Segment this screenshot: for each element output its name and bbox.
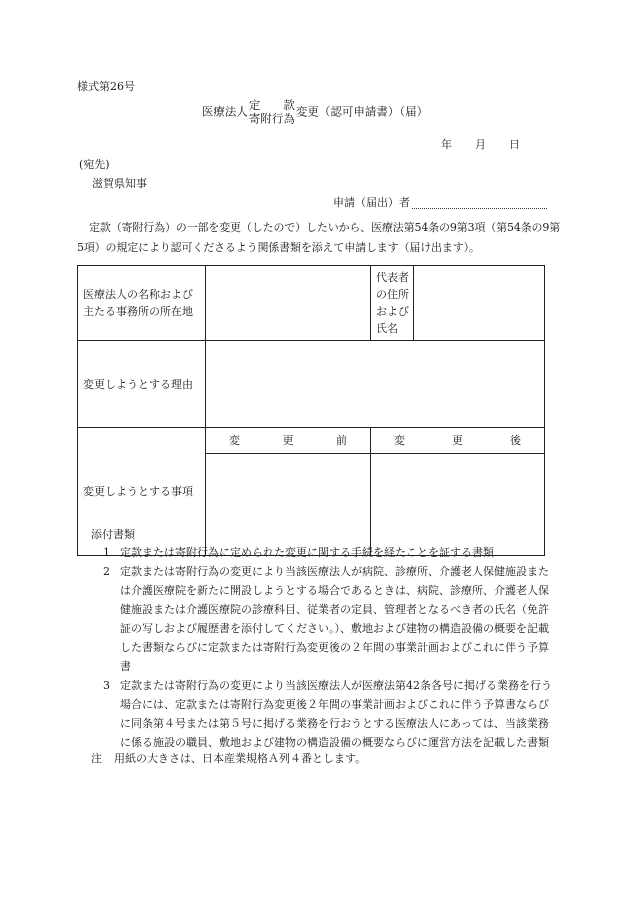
title-stack-top-right: 款	[283, 98, 295, 112]
title-suffix: 変更（認可申請書）（届）	[295, 104, 429, 119]
reason-field[interactable]	[206, 341, 545, 428]
attachments-title: 添付書類	[91, 528, 135, 541]
title-stack-top-left: 定	[248, 98, 261, 112]
list-item: 1 定款または寄附行為に定められた変更に関する手続を経たことを証する書類	[103, 546, 494, 559]
after-header: 変 更 後	[371, 428, 545, 454]
reason-label: 変更しようとする理由	[78, 341, 206, 428]
note-text: 用紙の大きさは、日本産業規格Ａ列４番とします。	[114, 752, 367, 765]
matter-label: 変更しようとする事項	[78, 428, 206, 556]
rep-label: 代表者の住所および氏名	[371, 266, 414, 341]
corp-name-label: 医療法人の名称および主たる事務所の所在地	[78, 266, 206, 341]
title-stack	[249, 99, 295, 126]
before-field[interactable]	[206, 454, 371, 556]
date-day: 日	[509, 138, 520, 151]
corp-name-field[interactable]	[206, 266, 371, 341]
date-month: 月	[475, 138, 486, 151]
date-year: 年	[441, 138, 452, 151]
before-header: 変 更 前	[206, 428, 371, 454]
list-item: 2 定款または寄附行為の変更により当該医療法人が病院、診療所、介護老人保健施設または介護医療院を新たに開設しようとする場合であるときは、病院、診療所、介護老人保健施設または介護医療院の診療科目、従業者の定員、管理者となるべき者の氏名（免許証の写しおよび履歴書を添付してください。）、敷地および建物の構造設備の概要を記載した書類ならびに定款または寄附行為変更後の２年間の事業計画およびこれに伴う予算書	[103, 565, 549, 673]
form-title	[0, 99, 630, 126]
title-prefix: 医療法人	[201, 104, 248, 119]
attachments-list	[103, 543, 553, 752]
applicant-signature-field[interactable]	[412, 197, 547, 209]
change-form-table	[77, 265, 545, 556]
main-paragraph: 定款（寄附行為）の一部を変更（したので）したいから、医療法第54条の9第3項（第54条の9第5項）の規定により認可くださるよう関係書類を添えて申請します（届け出ます）。	[77, 221, 561, 254]
title-stack-bottom: 寄附行為	[248, 111, 295, 126]
recipient: 滋賀県知事	[92, 177, 147, 190]
applicant-line	[333, 196, 547, 209]
rep-field[interactable]	[414, 266, 545, 341]
date-line	[441, 138, 520, 151]
list-item: 3 定款または寄附行為の変更により当該医療法人が医療法第42条各号に掲げる業務を行う場合には、定款または寄附行為変更後２年間の事業計画およびこれに伴う予算書ならびに同条第４号または第５号に掲げる業務を行おうとする医療法人にあっては、当該業務に係る施設の職員、敷地および建物の構造設備の概要ならびに運営方法を記載した書類	[103, 679, 552, 749]
applicant-label: 申請（届出）者	[333, 196, 410, 209]
recipient-label: (宛先)	[79, 158, 110, 171]
footnote	[91, 752, 366, 765]
form-number: 様式第26号	[77, 80, 135, 93]
after-field[interactable]	[371, 454, 545, 556]
note-label: 注	[91, 752, 102, 765]
